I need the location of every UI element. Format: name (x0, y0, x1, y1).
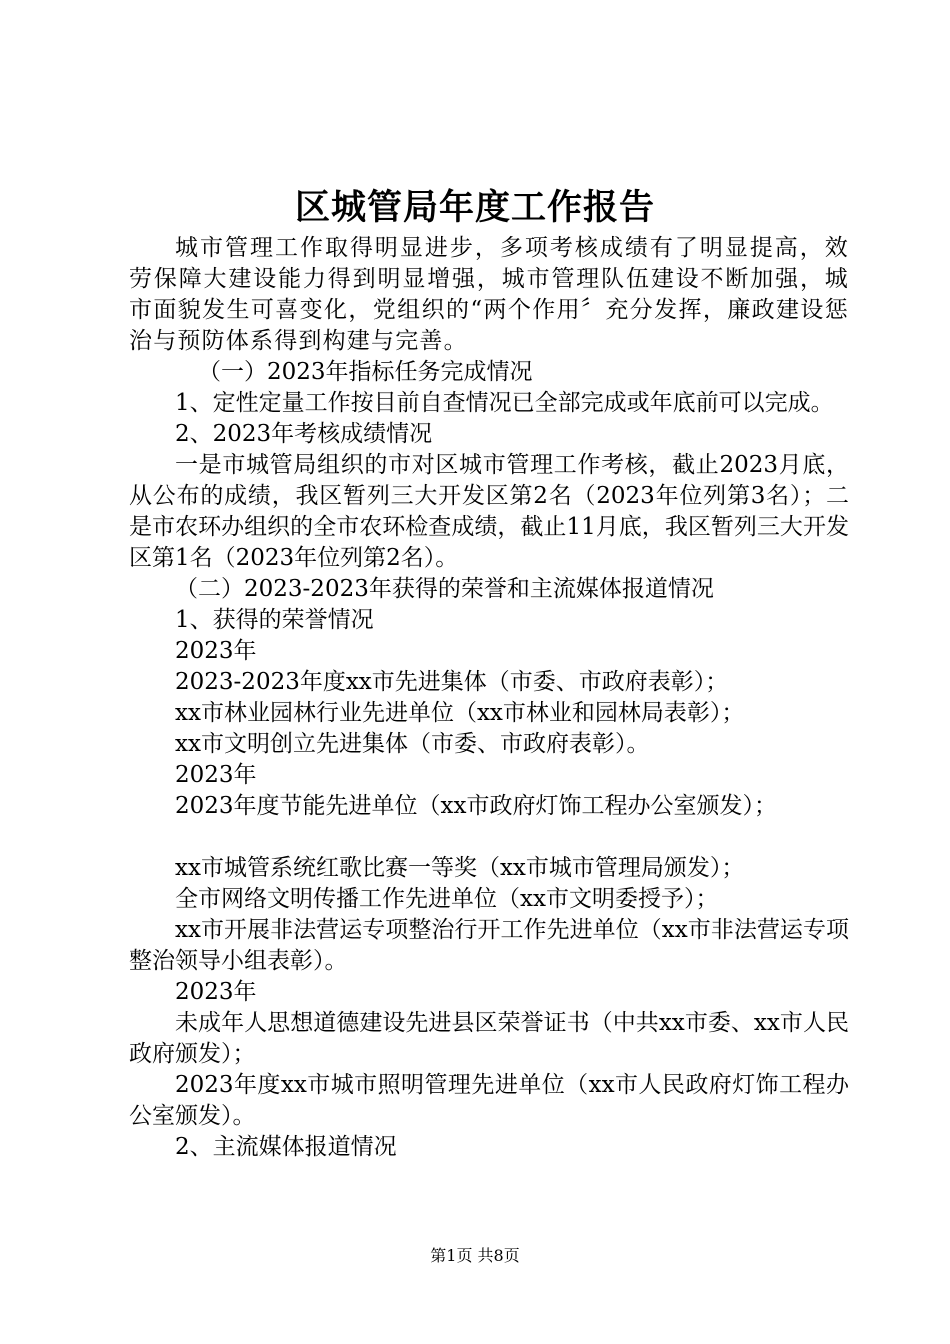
honor-item: xx市林业园林行业先进单位（xx市林业和园林局表彰）； (175, 700, 745, 726)
honor-item: 全市网络文明传播工作先进单位（xx市文明委授予）； (175, 886, 719, 912)
section-heading-1: （一）2023年指标任务完成情况 (198, 359, 533, 385)
honor-item: xx市开展非法营运专项整治行开工作先进单位（xx市非法营运专项整治领导小组表彰）。 (129, 917, 849, 974)
section-heading-2: （二）2023-2023年获得的荣誉和主流媒体报道情况 (175, 576, 714, 602)
honor-item: xx市城管系统红歌比赛一等奖（xx市城市管理局颁发）； (175, 855, 745, 881)
year-label: 2023年 (175, 979, 257, 1005)
blank-line (129, 822, 849, 853)
subheading-honors: 1、获得的荣誉情况 (175, 607, 374, 633)
document-body (129, 233, 849, 1163)
subheading-assessment: 2、2023年考核成绩情况 (175, 421, 433, 447)
honor-item: 未成年人思想道德建设先进县区荣誉证书（中共xx市委、xx市人民政府颁发）； (129, 1010, 849, 1067)
honor-item: 2023年度xx市城市照明管理先进单位（xx市人民政府灯饰工程办公室颁发）。 (129, 1072, 849, 1129)
page-footer: 第1页 共8页 (430, 1246, 520, 1265)
subheading-media: 2、主流媒体报道情况 (175, 1134, 397, 1160)
honor-item: xx市文明创立先进集体（市委、市政府表彰）。 (175, 731, 650, 757)
honor-item: 2023-2023年度xx市先进集体（市委、市政府表彰）； (175, 669, 729, 695)
year-label: 2023年 (175, 638, 257, 664)
paragraph-item-1: 1、定性定量工作按目前自查情况已全部完成或年底前可以完成。 (175, 390, 834, 416)
honor-item: 2023年度节能先进单位（xx市政府灯饰工程办公室颁发）； (175, 793, 777, 819)
year-label: 2023年 (175, 762, 257, 788)
intro-paragraph: 城市管理工作取得明显进步，多项考核成绩有了明显提高，效劳保障大建设能力得到明显增强，城市管理队伍建设不断加强，城市面貌发生可喜变化，党组织的“两个作用〞充分发挥，廉政建设惩治与预防体系得到构建与完善。 (129, 235, 849, 354)
assessment-paragraph: 一是市城管局组织的市对区城市管理工作考核，截止2023月底，从公布的成绩，我区暂列三大开发区第2名（2023年位列第3名）；二是市农环办组织的全市农环检查成绩，截止11月底，我区暂列三大开发区第1名（2023年位列第2名）。 (129, 452, 849, 571)
document-title: 区城管局年度工作报告 (294, 187, 655, 228)
